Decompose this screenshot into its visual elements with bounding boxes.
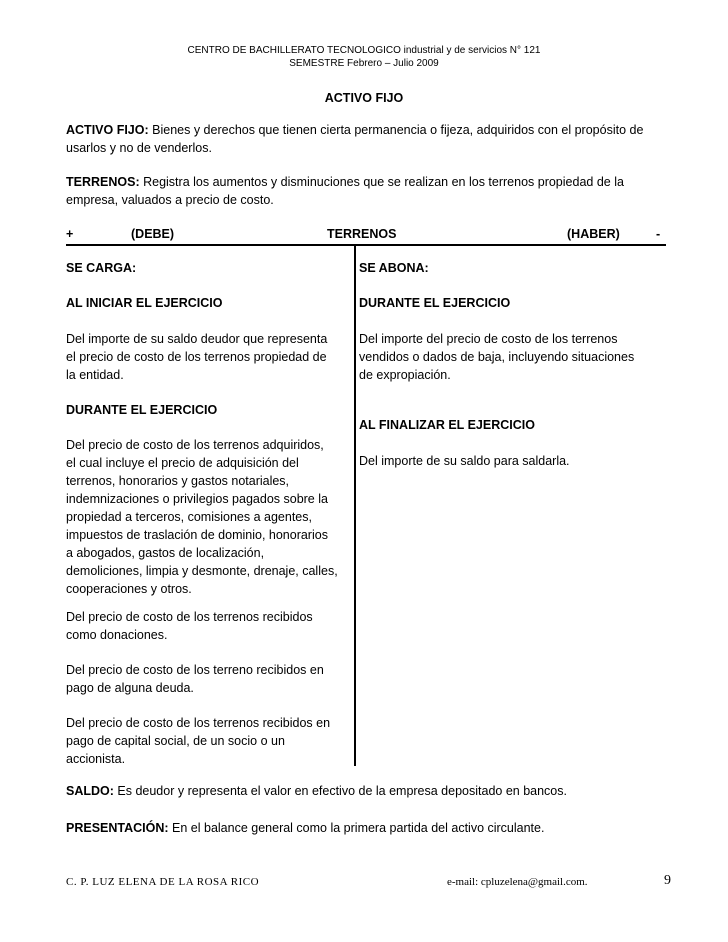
- presentacion-label: PRESENTACIÓN:: [66, 821, 169, 835]
- al-finalizar-heading: [359, 416, 659, 434]
- left-p2-line: terrenos, honorarios y gastos notariales,: [66, 474, 290, 488]
- left-p5-line: accionista.: [66, 752, 126, 766]
- terrenos-text-1: Registra los aumentos y disminuciones que se realizan en los terrenos propiedad de la: [139, 175, 624, 189]
- t-account-header: [66, 225, 666, 243]
- al-finalizar-label: AL FINALIZAR EL EJERCICIO: [359, 418, 535, 432]
- left-p4-line: Del precio de costo de los terreno recibidos en: [66, 663, 324, 677]
- terrenos-text-2: empresa, valuados a precio de costo.: [66, 193, 274, 207]
- document-header: [0, 44, 728, 70]
- left-paragraph-4: [66, 661, 352, 697]
- activo-fijo-definition: [66, 121, 676, 157]
- terrenos-label: TERRENOS:: [66, 175, 140, 189]
- al-iniciar-label: AL INICIAR EL EJERCICIO: [66, 296, 223, 310]
- se-abona-heading: [359, 259, 659, 277]
- se-carga-heading: [66, 259, 352, 277]
- minus-sign: -: [656, 227, 661, 241]
- terrenos-definition: [66, 173, 676, 209]
- header-line-1: CENTRO DE BACHILLERATO TECNOLOGICO industrial y de servicios N° 121: [187, 45, 541, 56]
- saldo-label: SALDO:: [66, 784, 114, 798]
- right-p1-line: Del importe del precio de costo de los terrenos: [359, 332, 618, 346]
- se-carga-label: SE CARGA:: [66, 261, 137, 275]
- left-p2-line: a abogados, gastos de localización,: [66, 546, 265, 560]
- header-line-2: SEMESTRE Febrero – Julio 2009: [289, 58, 439, 69]
- left-paragraph-1: [66, 330, 352, 384]
- left-p3-line: Del precio de costo de los terrenos recibidos: [66, 610, 313, 624]
- account-name: TERRENOS: [327, 227, 397, 241]
- left-p1-line: la entidad.: [66, 368, 124, 382]
- page-number: 9: [664, 873, 671, 888]
- left-paragraph-5: [66, 714, 352, 768]
- left-p2-line: propiedad a terceros, comisiones a agentes,: [66, 510, 312, 524]
- presentacion-text: En el balance general como la primera partida del activo circulante.: [168, 821, 545, 835]
- t-account-top-rule: [66, 244, 666, 246]
- right-paragraph-1: [359, 330, 659, 384]
- left-p2-line: cooperaciones y otros.: [66, 582, 192, 596]
- left-p2-line: demoliciones, limpia y desmonte, drenaje, calles,: [66, 564, 338, 578]
- t-account-vertical-rule: [354, 244, 356, 766]
- left-paragraph-3: [66, 608, 352, 644]
- right-p2-line: Del importe de su saldo para saldarla.: [359, 454, 570, 468]
- left-p5-line: pago de capital social, de un socio o un: [66, 734, 285, 748]
- haber-label: (HABER): [567, 227, 620, 241]
- footer-author: C. P. LUZ ELENA DE LA ROSA RICO: [66, 876, 260, 888]
- durante-heading-left: [66, 401, 352, 419]
- durante-label-left: DURANTE EL EJERCICIO: [66, 403, 218, 417]
- activo-fijo-label: ACTIVO FIJO:: [66, 123, 149, 137]
- debe-label: (DEBE): [131, 227, 175, 241]
- left-paragraph-2: [66, 436, 352, 598]
- left-p3-line: como donaciones.: [66, 628, 168, 642]
- page-title: ACTIVO FIJO: [324, 91, 404, 105]
- left-p2-line: indemnizaciones o privilegios pagados sobre la: [66, 492, 328, 506]
- left-p2-line: el cual incluye el precio de adquisición del: [66, 456, 299, 470]
- se-abona-label: SE ABONA:: [359, 261, 429, 275]
- plus-sign: +: [66, 227, 74, 241]
- al-iniciar-heading: [66, 294, 352, 312]
- saldo-paragraph: [66, 782, 676, 800]
- left-p5-line: Del precio de costo de los terrenos recibidos en: [66, 716, 331, 730]
- left-p1-line: el precio de costo de los terrenos propiedad de: [66, 350, 327, 364]
- activo-fijo-text-2: usarlos y no de venderlos.: [66, 141, 212, 155]
- left-p4-line: pago de alguna deuda.: [66, 681, 194, 695]
- footer-email: e-mail: cpluzelena@gmail.com.: [447, 876, 588, 888]
- right-p1-line: vendidos o dados de baja, incluyendo situaciones: [359, 350, 635, 364]
- left-p2-line: Del precio de costo de los terrenos adquiridos,: [66, 438, 324, 452]
- durante-label-right: DURANTE EL EJERCICIO: [359, 296, 511, 310]
- durante-heading-right: [359, 294, 659, 312]
- saldo-text: Es deudor y representa el valor en efectivo de la empresa depositado en bancos.: [113, 784, 567, 798]
- right-paragraph-2: [359, 452, 659, 470]
- activo-fijo-text-1: Bienes y derechos que tienen cierta permanencia o fijeza, adquiridos con el propósito de: [148, 123, 644, 137]
- right-p1-line: de expropiación.: [359, 368, 451, 382]
- presentacion-paragraph: [66, 819, 676, 837]
- left-p2-line: impuestos de traslación de dominio, honorarios: [66, 528, 328, 542]
- left-p1-line: Del importe de su saldo deudor que representa: [66, 332, 328, 346]
